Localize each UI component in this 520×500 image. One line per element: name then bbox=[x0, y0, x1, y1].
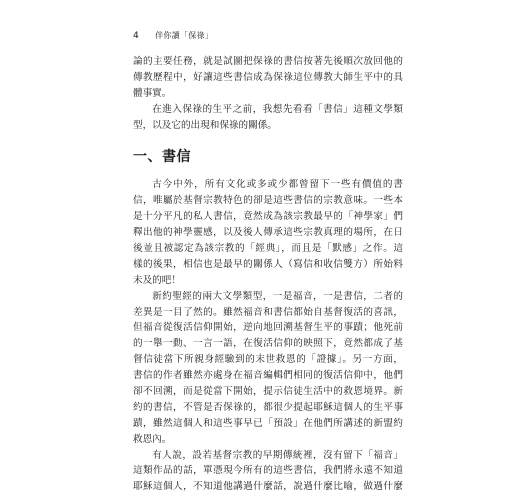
text-line: 蹟，雖然這個人和這些事早已「預設」在他們所講述的新盟約 bbox=[133, 417, 403, 429]
text-line: 督信徒當下所親身經驗到的末世救恩的「證據」。另一方面， bbox=[133, 354, 403, 366]
text-line: 耶穌這個人，不知道他講過什麼話，說過什麼比喻，做過什麼 bbox=[133, 481, 403, 493]
text-line: 論的主要任務，就是試圖把保祿的書信按著先後順次放回他的 bbox=[133, 56, 403, 67]
paragraph bbox=[133, 448, 403, 496]
text-line: 型，以及它的出現和保祿的關係。 bbox=[133, 119, 277, 131]
text-line: 卻不回溯，而是從當下開始，提示信徒生活中的救恩境界。新 bbox=[133, 386, 403, 398]
text-line: 有人說，設若基督宗教的早期傳統裡，沒有留下「福音」 bbox=[152, 449, 403, 461]
text-line: 在進入保祿的生平之前，我想先看看「書信」這種文學類 bbox=[152, 103, 403, 115]
text-column bbox=[133, 54, 403, 495]
text-line: 差異是一目了然的。雖然福音和書信都始自基督復活的喜訊， bbox=[133, 306, 403, 318]
text-line: 但福音從復活信仰開始，逆向地回溯基督生平的事蹟；他死前 bbox=[133, 322, 403, 334]
text-line: 約的書信，不管是否保祿的，都很少提起耶穌這個人的生平事 bbox=[133, 401, 403, 413]
text-line: 是十分平凡的私人書信，竟然成為該宗教最早的「神學家」們 bbox=[133, 211, 403, 223]
paragraph bbox=[133, 102, 403, 134]
text-line: 古今中外，所有文化或多或少都曾留下一些有價值的書 bbox=[152, 179, 403, 191]
running-header bbox=[133, 27, 213, 39]
text-line: 樣的後果，相信也是最早的關係人（寫信和收信雙方）所始料 bbox=[133, 258, 403, 270]
running-title: 伴你讀「保祿」 bbox=[155, 31, 214, 40]
text-line: 體事實。 bbox=[133, 87, 172, 99]
text-line: 的一舉一動、一言一語，在復活信仰的映照下，竟然都成了基 bbox=[133, 338, 403, 350]
section-heading: 一、書信 bbox=[133, 149, 191, 166]
text-line: 未及的吧！ bbox=[133, 274, 181, 286]
page-number: 4 bbox=[133, 31, 139, 41]
paragraph bbox=[133, 289, 403, 448]
text-line: 救恩內。 bbox=[133, 433, 172, 445]
text-line: 新約聖經的兩大文學類型，一是福音，一是書信，二者的 bbox=[152, 290, 403, 302]
text-line: 書信的作者雖然亦處身在福音編輯們相同的復活信仰中，他們 bbox=[133, 370, 403, 382]
text-line: 傳教歷程中，好讓這些書信成為保祿這位傳教大師生平中的具 bbox=[133, 71, 403, 83]
text-line: 釋出他的神學靈感，以及後人傳承這些宗教真理的場所，在日 bbox=[133, 227, 403, 239]
paragraph-continued bbox=[133, 54, 403, 102]
text-line: 這類作品的話，單憑現今所有的這些書信，我們將永遠不知道 bbox=[133, 465, 403, 477]
text-line: 後並且被認定為該宗教的「經典」，而且是「默感」之作。這 bbox=[133, 243, 403, 255]
text-line: 信，唯屬於基督宗教特色的卻是這些書信的宗教意味。一些本 bbox=[133, 195, 403, 207]
paragraph bbox=[133, 177, 403, 288]
